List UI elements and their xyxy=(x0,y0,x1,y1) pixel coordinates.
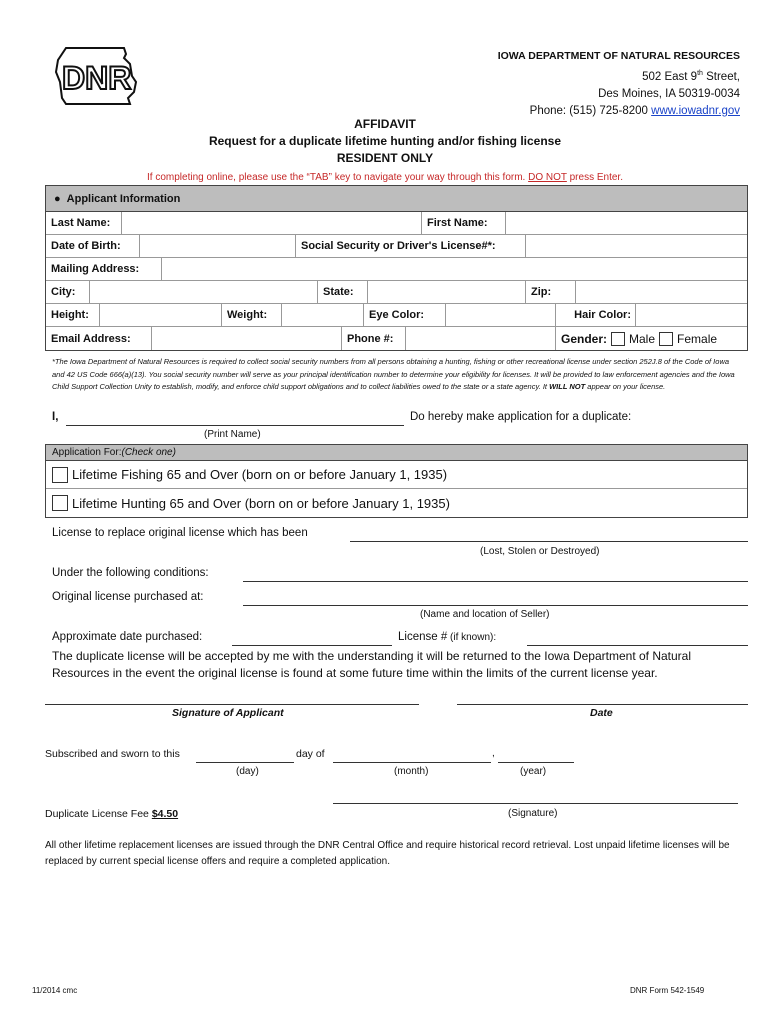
statement: The duplicate license will be accepted by me with the understanding it will be returned to the Iowa Department of Natural Resources in the event the original license is found at some future time within the limits of the current license year. xyxy=(52,649,692,680)
conditions-label: Under the following conditions: xyxy=(52,567,209,579)
license-no-line[interactable] xyxy=(527,645,748,646)
day-hint: (day) xyxy=(236,766,259,777)
height-label: Height: xyxy=(46,304,100,326)
gender-label: Gender: xyxy=(561,331,608,346)
agency-phone: Phone: (515) 725-8200 www.iowadnr.gov xyxy=(529,104,740,117)
bullet-icon: ● xyxy=(54,192,61,205)
applicant-section-header: ● Applicant Information xyxy=(46,186,747,212)
print-name-line[interactable] xyxy=(66,425,404,426)
replace-label: License to replace original license which has been xyxy=(52,527,308,539)
hunting-checkbox[interactable] xyxy=(52,495,68,511)
sworn-label: Subscribed and sworn to this xyxy=(45,748,180,760)
applicant-signature-label: Signature of Applicant xyxy=(172,707,284,719)
weight-label: Weight: xyxy=(222,304,282,326)
male-checkbox[interactable] xyxy=(611,332,625,346)
ssn-label: Social Security or Driver's License#*: xyxy=(296,235,526,257)
purchased-at-line[interactable] xyxy=(243,605,748,606)
fee-label: Duplicate License Fee $4.50 xyxy=(45,808,179,820)
city-label: City: xyxy=(46,281,90,303)
dob-input[interactable] xyxy=(140,235,296,257)
hunting-label: Lifetime Hunting 65 and Over (born on or before January 1, 1935) xyxy=(72,495,450,511)
footer-left: 11/2014 cmc xyxy=(32,986,78,995)
closing-text: All other lifetime replacement licenses are issued through the DNR Central Office and require historical record retrieval. Lost unpaid lifetime licenses will be replaced by current special license offers and require a completed application. xyxy=(45,840,730,867)
row-names xyxy=(46,212,747,235)
city-input[interactable] xyxy=(90,281,318,303)
application-for-box xyxy=(45,444,748,518)
phone-label: Phone #: xyxy=(342,327,406,350)
logo-text: DNR xyxy=(62,60,132,96)
row-city xyxy=(46,281,747,304)
first-name-label: First Name: xyxy=(422,212,506,234)
email-label: Email Address: xyxy=(46,327,152,350)
mailing-input[interactable] xyxy=(162,258,747,280)
declaration-hereby: Do hereby make application for a duplicate: xyxy=(410,411,632,423)
agency-block xyxy=(498,48,740,120)
footer-right: DNR Form 542-1549 xyxy=(630,986,705,995)
agency-name: IOWA DEPARTMENT OF NATURAL RESOURCES xyxy=(497,50,740,62)
title-request: Request for a duplicate lifetime hunting and/or fishing license xyxy=(208,134,562,148)
print-name-hint: (Print Name) xyxy=(204,429,261,440)
title-affidavit: AFFIDAVIT xyxy=(354,117,416,131)
year-hint: (year) xyxy=(520,766,547,777)
year-line[interactable] xyxy=(498,762,574,763)
dob-label: Date of Birth: xyxy=(46,235,140,257)
comma: , xyxy=(492,748,495,759)
ssn-disclosure: *The Iowa Department of Natural Resources is required to collect social security numbers from all persons obtaining a hunting, fishing or other recreational license under section 252J.8 of the Code of Iowa and 42 US Code 666(a)(13). You social security number will serve as your principal identification number to determine your eligibility for licenses. It will be provided to law enforcement agencies and the Iowa Child Support Collection Unity to establish, modify, and enforce child support obligations and to collect liabilities owed to the state or a state agency. It WILL NOT appear on your license. xyxy=(52,357,735,391)
month-hint: (month) xyxy=(394,766,429,777)
dnr-logo xyxy=(52,42,142,108)
state-input[interactable] xyxy=(368,281,526,303)
female-label: Female xyxy=(677,331,718,346)
first-name-input[interactable] xyxy=(506,212,747,234)
row-contact xyxy=(46,327,747,350)
eye-color-input[interactable] xyxy=(446,304,556,326)
email-input[interactable] xyxy=(152,327,342,350)
hair-color-label: Hair Color: xyxy=(556,304,636,326)
gender-group xyxy=(556,327,747,350)
approx-date-line[interactable] xyxy=(232,645,392,646)
approx-date-label: Approximate date purchased: xyxy=(52,631,203,643)
form-titles xyxy=(0,116,770,167)
purchased-at-label: Original license purchased at: xyxy=(52,591,204,603)
row-physical xyxy=(46,304,747,327)
weight-input[interactable] xyxy=(282,304,364,326)
zip-input[interactable] xyxy=(576,281,747,303)
height-input[interactable] xyxy=(100,304,222,326)
notary-signature-line[interactable] xyxy=(333,803,738,804)
row-mailing xyxy=(46,258,747,281)
day-of-label: day of xyxy=(296,748,325,760)
mailing-label: Mailing Address: xyxy=(46,258,162,280)
month-line[interactable] xyxy=(333,762,491,763)
option-fishing xyxy=(46,461,747,489)
agency-website-link[interactable]: www.iowadnr.gov xyxy=(651,104,740,117)
replace-hint: (Lost, Stolen or Destroyed) xyxy=(480,546,600,557)
ssn-input[interactable] xyxy=(526,235,747,257)
replace-line[interactable] xyxy=(350,541,748,542)
male-label: Male xyxy=(629,331,656,346)
last-name-input[interactable] xyxy=(122,212,422,234)
phone-input[interactable] xyxy=(406,327,556,350)
eye-color-label: Eye Color: xyxy=(364,304,446,326)
option-hunting xyxy=(46,489,747,517)
date-label: Date xyxy=(590,707,613,719)
online-note: If completing online, please use the “TAB” key to navigate your way through this form. DO NOT press Enter. xyxy=(147,172,623,183)
application-header: Application For: (Check one) xyxy=(46,445,747,461)
applicant-information-table xyxy=(45,185,748,351)
fishing-label: Lifetime Fishing 65 and Over (born on or before January 1, 1935) xyxy=(72,467,448,482)
license-no-label: License # (if known): xyxy=(398,631,497,643)
day-line[interactable] xyxy=(196,762,294,763)
row-dob xyxy=(46,235,747,258)
date-line[interactable] xyxy=(457,704,748,705)
title-resident: RESIDENT ONLY xyxy=(336,151,434,165)
last-name-label: Last Name: xyxy=(46,212,122,234)
conditions-line[interactable] xyxy=(243,581,748,582)
fishing-checkbox[interactable] xyxy=(52,467,68,483)
applicant-signature-line[interactable] xyxy=(45,704,419,705)
zip-label: Zip: xyxy=(526,281,576,303)
hair-color-input[interactable] xyxy=(636,304,747,326)
signature-hint: (Signature) xyxy=(508,808,558,819)
female-checkbox[interactable] xyxy=(659,332,673,346)
agency-address-2: Des Moines, IA 50319-0034 xyxy=(598,87,740,100)
seller-hint: (Name and location of Seller) xyxy=(420,609,550,620)
agency-address-1: 502 East 9th Street, xyxy=(642,70,740,83)
declaration-i: I, xyxy=(52,411,59,423)
state-label: State: xyxy=(318,281,368,303)
